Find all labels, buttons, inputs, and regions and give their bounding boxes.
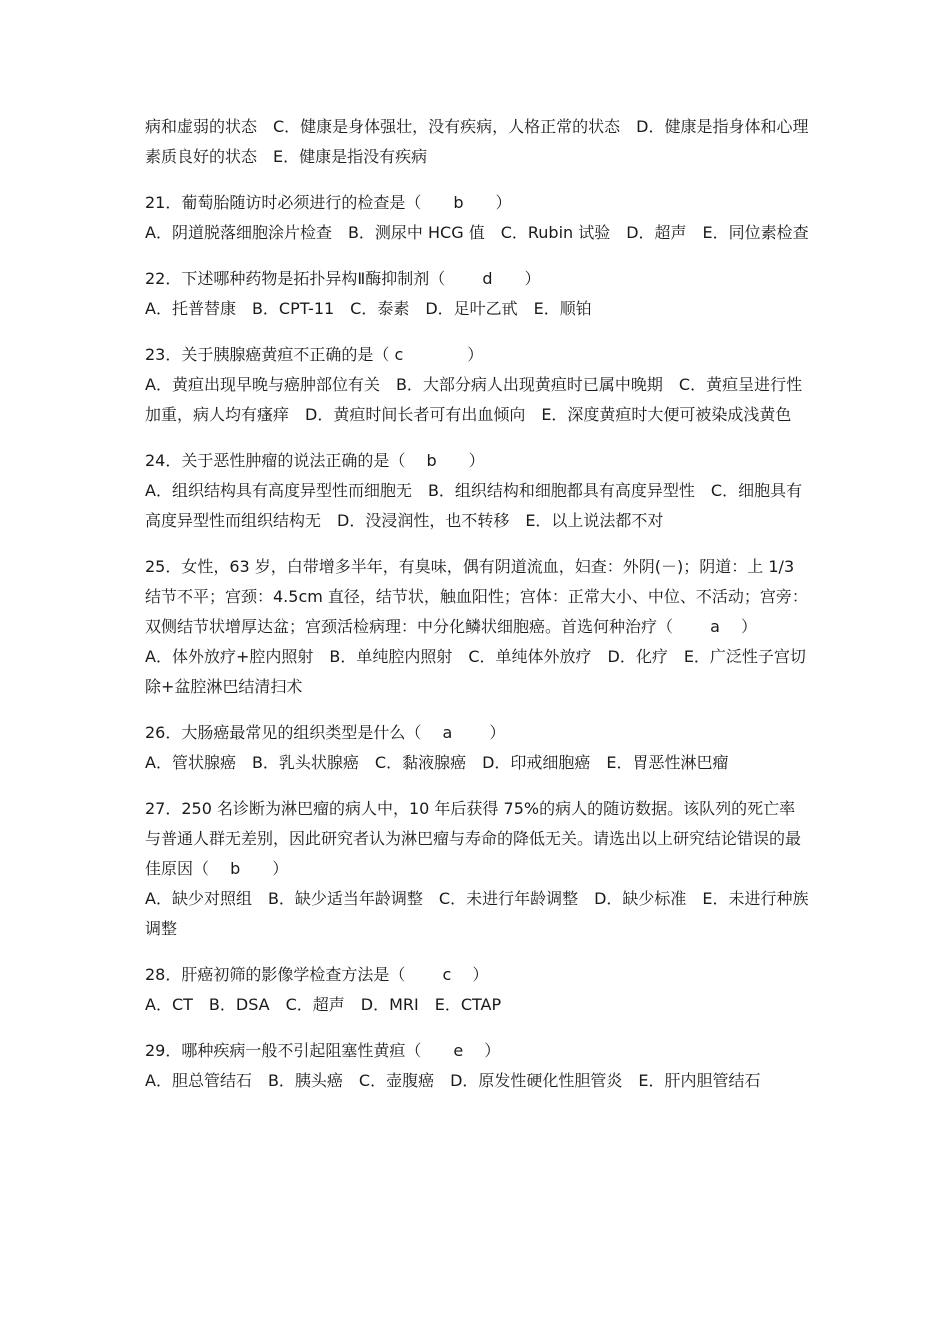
question-stem: 22．下述哪种药物是拓扑异构Ⅱ酶抑制剂（ d ） [145,269,541,288]
question-stem: 28．肝癌初筛的影像学检查方法是（ c ） [145,965,489,984]
question-options: A．缺少对照组 B．缺少适当年龄调整 C．未进行年龄调整 D．缺少标准 E．未进行种族调整 [145,889,809,938]
question-stem: 26．大肠癌最常见的组织类型是什么（ a ） [145,723,506,742]
question-27 [145,794,810,944]
question-options: A．胆总管结石 B．胰头癌 C．壶腹癌 D．原发性硬化性胆管炎 E．肝内胆管结石 [145,1071,761,1090]
question-23 [145,340,810,430]
question-options: A．阴道脱落细胞涂片检查 B．测尿中 HCG 值 C．Rubin 试验 D．超声 E．同位素检查 [145,223,809,242]
question-24 [145,446,810,536]
question-stem: 25．女性，63 岁，白带增多半年，有臭味，偶有阴道流血，妇查：外阴(－)；阴道：上 1/3 结节不平；宫颈：4.5cm 直径，结节状，触血阳性；宫体：正常大小、中位、不活动；宫旁：双侧结节状增厚达盆；宫颈活检病理：中分化鳞状细胞癌。首选何种治疗（ a ） [145,557,808,636]
question-22 [145,264,810,324]
question-options: A．组织结构具有高度异型性而细胞无 B．组织结构和细胞都具有高度异型性 C．细胞具有高度异型性而组织结构无 D．没浸润性，也不转移 E．以上说法都不对 [145,481,803,530]
document-page [145,112,810,1112]
question-stem: 29．哪种疾病一般不引起阻塞性黄疸（ e ） [145,1041,501,1060]
question-options: A．CT B．DSA C．超声 D．MRI E．CTAP [145,995,502,1014]
question-29 [145,1036,810,1096]
intro-paragraph: 病和虚弱的状态 C．健康是身体强壮，没有疾病，人格正常的状态 D．健康是指身体和心理素质良好的状态 E．健康是指没有疾病 [145,117,809,166]
question-stem: 27．250 名诊断为淋巴瘤的病人中，10 年后获得 75%的病人的随访数据。该队列的死亡率与普通人群无差别，因此研究者认为淋巴瘤与寿命的降低无关。请选出以上研究结论错误的最佳原因（ b ） [145,799,802,878]
question-options: A．托普替康 B．CPT-11 C．泰素 D．足叶乙甙 E．顺铂 [145,299,592,318]
question-25 [145,552,810,702]
question-26 [145,718,810,778]
question-options: A．管状腺癌 B．乳头状腺癌 C．黏液腺癌 D．印戒细胞癌 E．胃恶性淋巴瘤 [145,753,729,772]
question-stem: 23．关于胰腺癌黄疸不正确的是（ c ） [145,345,484,364]
question-28 [145,960,810,1020]
question-21 [145,188,810,248]
question-stem: 21．葡萄胎随访时必须进行的检查是（ b ） [145,193,512,212]
question-options: A．体外放疗+腔内照射 B．单纯腔内照射 C．单纯体外放疗 D．化疗 E．广泛性子宫切除+盆腔淋巴结清扫术 [145,647,806,696]
question-options: A．黄疸出现早晚与癌肿部位有关 B．大部分病人出现黄疸时已属中晚期 C．黄疸呈进行性加重，病人均有瘙痒 D．黄疸时间长者可有出血倾向 E．深度黄疸时大便可被染成浅黄色 [145,375,803,424]
question-stem: 24．关于恶性肿瘤的说法正确的是（ b ） [145,451,485,470]
